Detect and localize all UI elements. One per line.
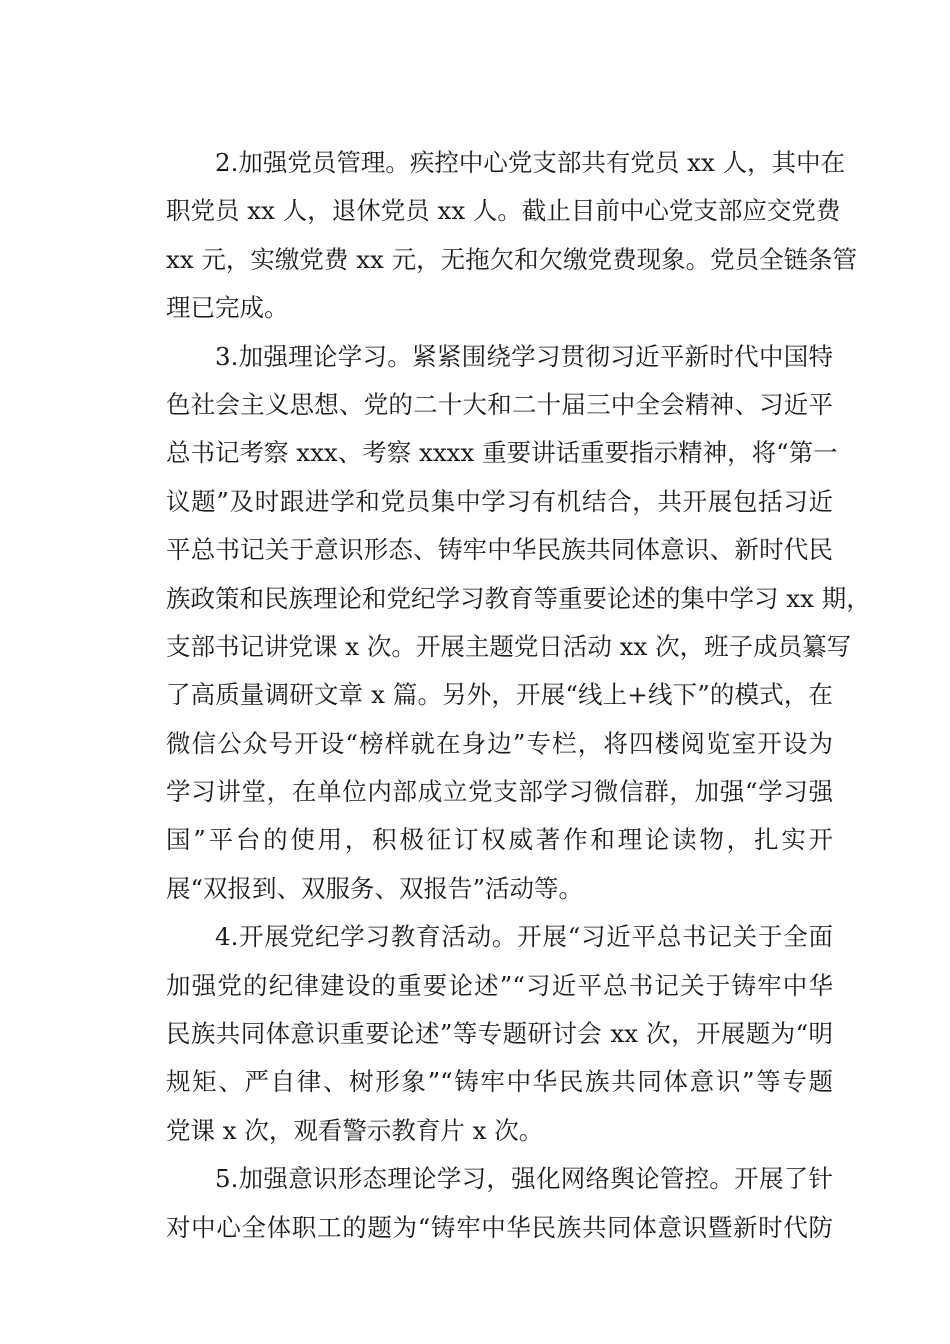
paragraph-ideology-study: [117, 1155, 833, 1252]
paragraph-discipline-education: [117, 913, 833, 1155]
text-line: 总书记考察 xxx、考察 xxxx 重要讲话重要指示精神，将“第一: [166, 438, 838, 468]
text-line: 理已完成。: [166, 293, 289, 323]
text-line: 国”平台的使用，积极征订权威著作和理论读物，扎实开: [166, 825, 833, 855]
text-line: 学习讲堂，在单位内部成立党支部学习微信群，加强“学习强: [166, 777, 833, 807]
text-line: 议题”及时跟进学和党员集中学习有机结合，共开展包括习近: [166, 486, 833, 516]
text-line: 2.加强党员管理。疾控中心党支部共有党员 xx 人，其中在: [215, 148, 846, 177]
document-body: [117, 139, 871, 1252]
text-line: 了高质量调研文章 x 篇。另外，开展“线上+线下”的模式，在: [166, 680, 833, 710]
text-line: 职党员 xx 人，退休党员 xx 人。截止目前中心党支部应交党费: [166, 196, 841, 226]
text-line: 规矩、严自律、树形象”“铸牢中华民族共同体意识”等专题: [166, 1067, 833, 1097]
text-line: 4.开展党纪学习教育活动。开展“习近平总书记关于全面: [215, 922, 833, 952]
text-line: 党课 x 次，观看警示教育片 x 次。: [166, 1115, 544, 1145]
text-line: 色社会主义思想、党的二十大和二十届三中全会精神、习近平: [166, 389, 833, 419]
text-line: 平总书记关于意识形态、铸牢中华民族共同体意识、新时代民: [166, 535, 833, 565]
text-line: 3.加强理论学习。紧紧围绕学习贯彻习近平新时代中国特: [215, 341, 833, 371]
text-line: 对中心全体职工的题为“铸牢中华民族共同体意识暨新时代防: [166, 1212, 833, 1242]
text-line: 民族共同体意识重要论述”等专题研讨会 xx 次，开展题为“明: [166, 1019, 833, 1049]
paragraph-party-member-management: [117, 139, 858, 333]
paragraph-theory-study: [117, 333, 871, 914]
text-line: 展“双报到、双服务、双报告”活动等。: [166, 873, 584, 903]
text-line: 支部书记讲党课 x 次。开展主题党日活动 xx 次，班子成员纂写: [166, 631, 852, 661]
text-line: 族政策和民族理论和党纪学习教育等重要论述的集中学习 xx 期，: [166, 583, 871, 613]
text-line: 微信公众号开设“榜样就在身边”专栏，将四楼阅览室开设为: [166, 728, 833, 758]
text-line: xx 元，实缴党费 xx 元，无拖欠和欠缴党费现象。党员全链条管: [166, 244, 858, 274]
text-line: 5.加强意识形态理论学习，强化网络舆论管控。开展了针: [215, 1164, 833, 1194]
text-line: 加强党的纪律建设的重要论述”“习近平总书记关于铸牢中华: [166, 970, 833, 1000]
